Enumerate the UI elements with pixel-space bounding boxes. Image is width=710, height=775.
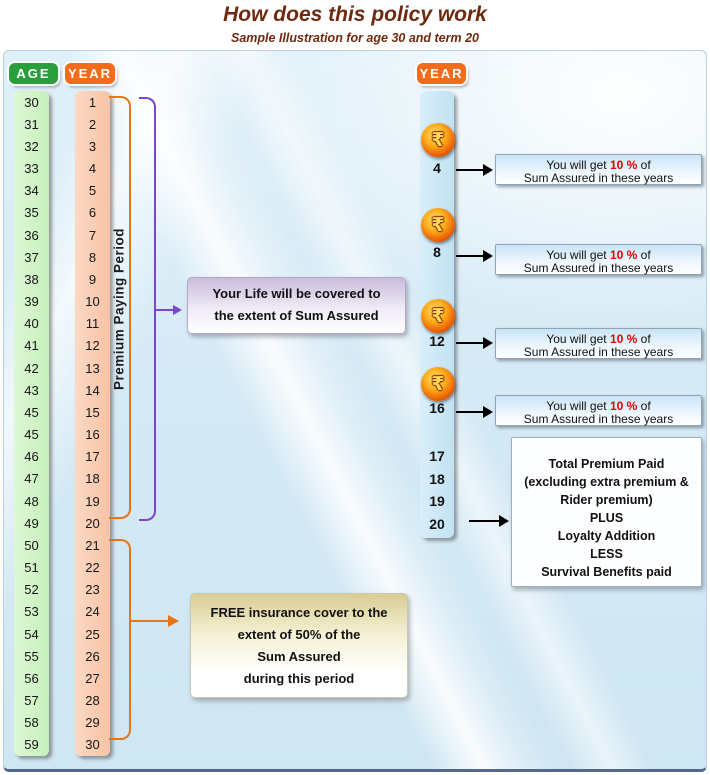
benefit-arrow-line [456,411,484,413]
year-cell: 2 [88,116,97,132]
age-cell: 35 [24,205,39,221]
benefit-prefix: You will get [546,248,610,262]
life-cover-arrow-icon [173,305,182,315]
year-cell: 10 [85,294,100,310]
term-year-column-header: YEAR [417,63,466,84]
free-cover-arrow-line [130,620,170,622]
maturity-line6: LESS [590,547,623,561]
survival-benefit-box [495,328,702,359]
age-cell: 50 [24,537,39,553]
survival-benefit-box [495,395,702,426]
rupee-glyph: ₹ [431,305,445,327]
age-cell: 48 [24,493,39,509]
year-cell: 16 [85,427,100,443]
maturity-line1: Total Premium Paid [548,457,665,471]
year-cell: 22 [85,560,100,576]
free-cover-arrow-icon [168,615,179,627]
diagram-panel [3,50,707,772]
age-cell: 42 [24,360,39,376]
age-cell: 54 [24,626,39,642]
age-cell: 40 [24,316,39,332]
life-cover-box [187,277,406,334]
age-cell: 43 [24,382,39,398]
age-cell: 55 [24,648,39,664]
age-cell: 31 [24,116,39,132]
payout-year-8: 8 [433,244,441,260]
age-cell: 59 [24,737,39,753]
benefit-percentage: 10 % [609,158,638,172]
maturity-year-cell: 17 [429,448,445,465]
benefit-line1 [496,159,701,172]
maturity-line4: PLUS [589,511,624,525]
maturity-benefit-box [511,437,702,587]
year-cell: 24 [85,604,100,620]
benefit-prefix: You will get [546,158,610,172]
year-cell: 27 [85,670,100,686]
year-cell: 25 [85,626,100,642]
age-cell: 37 [24,249,39,265]
benefit-suffix: of [637,248,651,262]
payout-year-12: 12 [429,333,445,349]
benefit-line1 [496,333,701,346]
benefit-arrow-line [456,255,484,257]
age-cell: 53 [24,604,39,620]
free-cover-bracket-orange [109,539,131,740]
year-cell: 4 [88,161,97,177]
maturity-line3: Rider premium) [560,493,653,507]
free-cover-line4: during this period [243,671,355,686]
benefit-arrow-icon [483,337,493,349]
year-cell: 7 [88,227,97,243]
year-cell: 3 [88,138,97,154]
rupee-glyph: ₹ [431,129,445,151]
age-cell: 41 [24,338,39,354]
rupee-coin-icon [421,208,455,242]
free-cover-line2: extent of 50% of the [237,627,361,642]
life-cover-arrow-line [155,309,174,311]
benefit-prefix: You will get [546,399,610,413]
maturity-year-cell: 20 [429,515,445,532]
age-cell: 34 [24,183,39,199]
benefit-arrow-icon [483,250,493,262]
maturity-year-cell: 19 [429,493,445,510]
benefit-percentage: 10 % [609,248,638,262]
year-cell: 18 [85,471,100,487]
rupee-coin-icon [421,367,455,401]
age-cell: 46 [24,449,39,465]
year-column [75,91,110,756]
age-cell: 58 [24,715,39,731]
rupee-coin-icon [421,299,455,333]
age-cell: 57 [24,693,39,709]
maturity-arrow-icon [499,515,509,527]
rupee-glyph: ₹ [431,373,445,395]
benefit-suffix: of [637,399,651,413]
rupee-glyph: ₹ [431,214,445,236]
benefit-arrow-line [456,342,484,344]
survival-benefit-box [495,244,702,275]
benefit-line2: Sum Assured in these years [523,411,674,426]
year-cell: 17 [85,449,100,465]
free-cover-line1: FREE insurance cover to the [210,605,388,620]
age-cell: 38 [24,271,39,287]
free-cover-line3: Sum Assured [257,649,341,664]
year-cell: 6 [88,205,97,221]
age-cell: 45 [24,427,39,443]
benefit-prefix: You will get [546,332,610,346]
benefit-percentage: 10 % [609,399,638,413]
year-cell: 19 [85,493,100,509]
age-cell: 52 [24,582,39,598]
year-cell: 28 [85,693,100,709]
page-title: How does this policy work [223,3,487,26]
benefit-percentage: 10 % [609,332,638,346]
year-cell: 11 [85,316,100,332]
year-cell: 26 [85,648,100,664]
maturity-line7: Survival Benefits paid [541,565,672,579]
maturity-arrow-line [469,520,500,522]
year-cell: 30 [85,737,100,753]
year-cell: 21 [85,537,100,553]
year-cell: 1 [88,94,97,110]
maturity-years-list [420,445,454,535]
age-cell: 39 [24,294,39,310]
age-cell: 51 [24,560,39,576]
age-column-header: AGE [9,63,58,84]
age-cell: 45 [24,404,39,420]
life-cover-line2: the extent of Sum Assured [214,308,379,323]
maturity-line2: (excluding extra premium & [524,475,689,489]
year-cell: 8 [88,249,97,265]
year-cell: 14 [85,382,100,398]
age-cell: 33 [24,161,39,177]
premium-period-bracket-orange [109,96,131,519]
benefit-line1 [496,400,701,413]
maturity-year-cell: 18 [429,470,445,487]
year-cell: 23 [85,582,100,598]
age-column [14,91,49,756]
year-cell: 15 [85,404,100,420]
age-cell: 32 [24,138,39,154]
benefit-arrow-icon [483,164,493,176]
age-cell: 49 [24,515,39,531]
age-cell: 36 [24,227,39,243]
benefit-suffix: of [637,158,651,172]
benefit-suffix: of [637,332,651,346]
life-cover-line1: Your Life will be covered to [212,286,381,301]
benefit-arrow-icon [483,406,493,418]
benefit-line2: Sum Assured in these years [523,344,674,359]
survival-benefit-box [495,154,702,185]
benefit-line2: Sum Assured in these years [523,170,674,185]
free-cover-box [190,593,408,698]
age-cell: 47 [24,471,39,487]
year-column-header: YEAR [65,63,115,84]
premium-paying-period-label: Premium Paying Period [111,227,127,390]
rupee-coin-icon [421,123,455,157]
year-cell: 9 [88,271,97,287]
maturity-line5: Loyalty Addition [557,529,656,543]
benefit-line2: Sum Assured in these years [523,260,674,275]
age-cell: 30 [24,94,39,110]
age-cell: 56 [24,670,39,686]
payout-year-16: 16 [429,400,445,416]
benefit-arrow-line [456,169,484,171]
year-cell: 12 [85,338,100,354]
page-subtitle: Sample Illustration for age 30 and term 20 [231,31,479,45]
year-cell: 13 [85,360,100,376]
life-cover-bracket-purple [139,97,156,521]
payout-year-4: 4 [433,160,441,176]
benefit-line1 [496,249,701,262]
year-cell: 20 [85,515,100,531]
year-cell: 5 [88,183,97,199]
year-cell: 29 [85,715,100,731]
